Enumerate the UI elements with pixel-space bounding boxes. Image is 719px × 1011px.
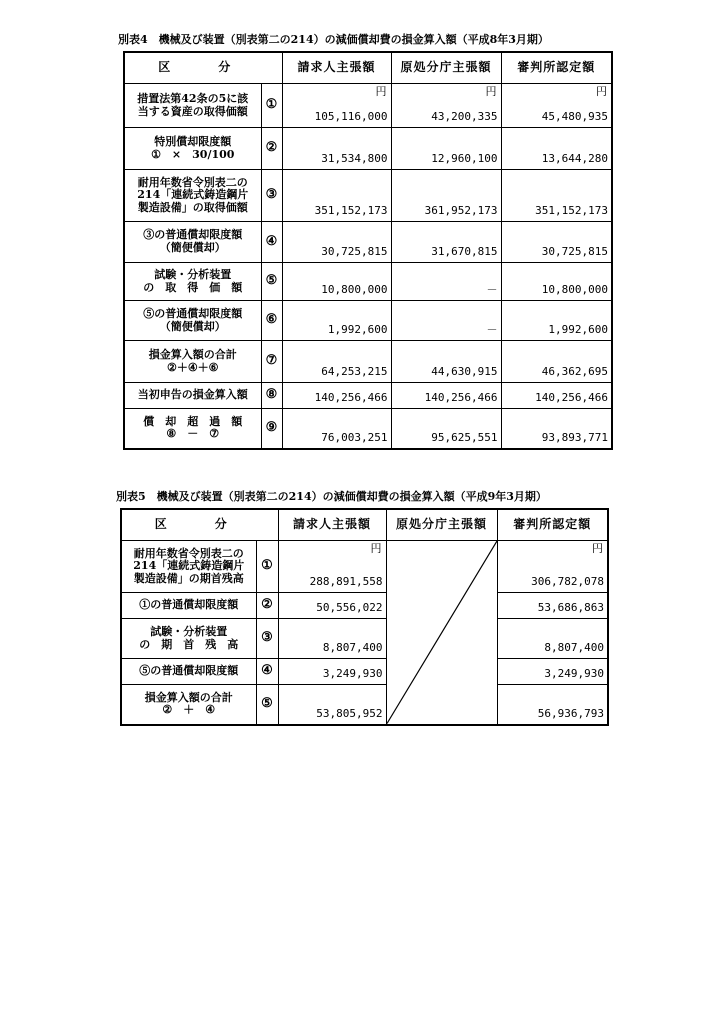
table4-caption: 別表4 機械及び装置（別表第二の214）の減価償却費の損金算入額（平成8年3月期） (118, 33, 549, 46)
row-label: 損金算入額の合計 ②＋④＋⑥ (124, 341, 261, 383)
claimant-value: 30,725,815 (282, 222, 391, 263)
tribunal-value: 3,249,930 (497, 659, 608, 685)
tribunal-value: 46,362,695 (501, 341, 612, 383)
claimant-value: 64,253,215 (282, 341, 391, 383)
tribunal-value: 93,893,771 (501, 409, 612, 449)
tribunal-value: 56,936,793 (497, 685, 608, 725)
row-label: 当初申告の損金算入額 (124, 383, 261, 409)
unit-label: 円 (370, 542, 382, 555)
tribunal-value: 8,807,400 (497, 619, 608, 659)
table4 (123, 51, 613, 450)
row-label: ⑤の普通償却限度額 （簡便償却） (124, 301, 261, 341)
kubun-header: 区 分 (124, 52, 282, 84)
row-label: ⑤の普通償却限度額 (121, 659, 256, 685)
table-row (121, 619, 608, 659)
table-row (124, 170, 612, 222)
row-label: ①の普通償却限度額 (121, 593, 256, 619)
claimant-value: 8,807,400 (278, 619, 386, 659)
diagonal-slash (387, 541, 497, 724)
claimant-value: 円 288,891,558 (278, 541, 386, 593)
table-row (124, 301, 612, 341)
tribunal-value: 1,992,600 (501, 301, 612, 341)
row-number: ⑦ (261, 341, 282, 383)
table5 (120, 508, 609, 726)
row-number: ④ (256, 659, 278, 685)
table5-header-row (121, 509, 608, 541)
claimant-value: 31,534,800 (282, 128, 391, 170)
tax-office-header: 原処分庁主張額 (391, 52, 501, 84)
tribunal-value: 円 306,782,078 (497, 541, 608, 593)
tribunal-header: 審判所認定額 (501, 52, 612, 84)
table-row (124, 383, 612, 409)
tribunal-value: 円 45,480,935 (501, 84, 612, 128)
tax-office-value: 140,256,466 (391, 383, 501, 409)
row-label: 試験・分析装置 の 取 得 価 額 (124, 263, 261, 301)
claimant-value: 10,800,000 (282, 263, 391, 301)
row-number: ① (261, 84, 282, 128)
row-number: ② (256, 593, 278, 619)
row-number: ③ (261, 170, 282, 222)
claimant-value: 351,152,173 (282, 170, 391, 222)
row-number: ① (256, 541, 278, 593)
row-number: ② (261, 128, 282, 170)
row-number: ⑤ (261, 263, 282, 301)
table-row (121, 541, 608, 593)
row-label: 耐用年数省令別表二の 214「連続式鋳造鋼片 製造設備」の期首残高 (121, 541, 256, 593)
kubun-header: 区 分 (121, 509, 278, 541)
claimant-value: 140,256,466 (282, 383, 391, 409)
tax-office-blank-cell (386, 541, 497, 725)
tax-office-value: 31,670,815 (391, 222, 501, 263)
row-label: ③の普通償却限度額 （簡便償却） (124, 222, 261, 263)
table-row (121, 685, 608, 725)
tax-office-value: 円 43,200,335 (391, 84, 501, 128)
tribunal-value: 10,800,000 (501, 263, 612, 301)
tax-office-value: 44,630,915 (391, 341, 501, 383)
table-row (124, 341, 612, 383)
row-number: ③ (256, 619, 278, 659)
claimant-header: 請求人主張額 (282, 52, 391, 84)
table-row (121, 593, 608, 619)
row-number: ⑤ (256, 685, 278, 725)
row-number: ⑧ (261, 383, 282, 409)
claimant-value: 76,003,251 (282, 409, 391, 449)
tax-office-value: 12,960,100 (391, 128, 501, 170)
row-label: 試験・分析装置 の 期 首 残 高 (121, 619, 256, 659)
claimant-value: 50,556,022 (278, 593, 386, 619)
row-number: ⑨ (261, 409, 282, 449)
table-row (124, 409, 612, 449)
row-number: ④ (261, 222, 282, 263)
table-row (124, 128, 612, 170)
row-label: 措置法第42条の5に該 当する資産の取得価額 (124, 84, 261, 128)
table-row (124, 263, 612, 301)
tax-office-value: 95,625,551 (391, 409, 501, 449)
unit-label: 円 (375, 85, 387, 98)
row-label: 損金算入額の合計 ② ＋ ④ (121, 685, 256, 725)
table-row (121, 659, 608, 685)
tribunal-header: 審判所認定額 (497, 509, 608, 541)
claimant-value: 1,992,600 (282, 301, 391, 341)
tax-office-value: － (391, 301, 501, 341)
claimant-value: 53,805,952 (278, 685, 386, 725)
table5-caption: 別表5 機械及び装置（別表第二の214）の減価償却費の損金算入額（平成9年3月期） (116, 490, 547, 503)
row-label: 耐用年数省令別表二の 214「連続式鋳造鋼片 製造設備」の取得価額 (124, 170, 261, 222)
unit-label: 円 (485, 85, 497, 98)
table-row (124, 222, 612, 263)
claimant-header: 請求人主張額 (278, 509, 386, 541)
tax-office-header: 原処分庁主張額 (386, 509, 497, 541)
table4-header-row (124, 52, 612, 84)
tax-office-value: 361,952,173 (391, 170, 501, 222)
claimant-value: 円 105,116,000 (282, 84, 391, 128)
table-row (124, 84, 612, 128)
tax-office-value: － (391, 263, 501, 301)
claimant-value: 3,249,930 (278, 659, 386, 685)
unit-label: 円 (596, 85, 608, 98)
unit-label: 円 (592, 542, 604, 555)
row-label: 償 却 超 過 額 ⑧ － ⑦ (124, 409, 261, 449)
tribunal-value: 30,725,815 (501, 222, 612, 263)
tribunal-value: 351,152,173 (501, 170, 612, 222)
row-number: ⑥ (261, 301, 282, 341)
row-label: 特別償却限度額 ① × 30/100 (124, 128, 261, 170)
tribunal-value: 140,256,466 (501, 383, 612, 409)
tribunal-value: 13,644,280 (501, 128, 612, 170)
tribunal-value: 53,686,863 (497, 593, 608, 619)
